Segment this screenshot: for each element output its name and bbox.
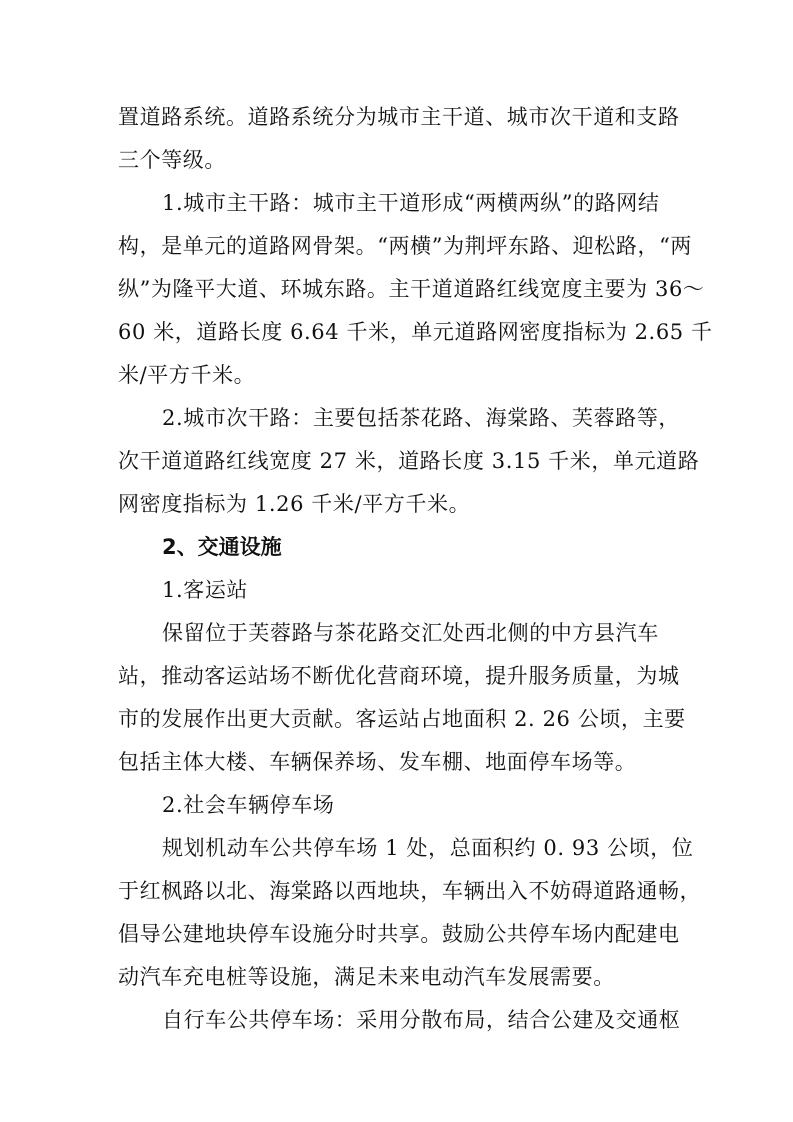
paragraph-line: 次干道道路红线宽度 27 米，道路长度 3.15 千米，单元道路 (118, 449, 700, 473)
paragraph-line: 市的发展作出更大贡献。客运站占地面积 2. 26 公顷，主要 (118, 707, 686, 731)
paragraph-line: 2.城市次干路：主要包括茶花路、海棠路、芙蓉路等， (162, 406, 681, 430)
paragraph-line: 纵”为隆平大道、环城东路。主干道道路红线宽度主要为 36～ (118, 277, 705, 301)
subsection-title: 1.客运站 (162, 578, 249, 602)
paragraph-line: 构，是单元的道路网骨架。“两横”为荆坪东路、迎松路，“两 (118, 234, 693, 258)
paragraph-line: 规划机动车公共停车场 1 处，总面积约 0. 93 公顷，位 (162, 836, 694, 860)
paragraph-line: 于红枫路以北、海棠路以西地块，车辆出入不妨碍道路通畅， (118, 879, 702, 903)
paragraph-line: 包括主体大楼、车辆保养场、发车棚、地面停车场等。 (118, 750, 637, 774)
paragraph-line: 网密度指标为 1.26 千米/平方千米。 (118, 492, 471, 516)
paragraph-line: 置道路系统。道路系统分为城市主干道、城市次干道和支路 (118, 105, 680, 129)
paragraph-line: 米/平方千米。 (118, 363, 256, 387)
paragraph-line: 倡导公建地块停车设施分时共享。鼓励公共停车场内配建电 (118, 922, 680, 946)
paragraph-line: 1.城市主干路：城市主干道形成“两横两纵”的路网结 (162, 191, 660, 215)
paragraph-line: 自行车公共停车场：采用分散布局，结合公建及交通枢 (162, 1008, 681, 1032)
subsection-title: 2.社会车辆停车场 (162, 793, 335, 817)
paragraph-line: 三个等级。 (118, 148, 226, 172)
paragraph-line: 60 米，道路长度 6.64 千米，单元道路网密度指标为 2.65 千 (118, 320, 713, 344)
paragraph-line: 站，推动客运站场不断优化营商环境，提升服务质量，为城 (118, 664, 680, 688)
paragraph-line: 保留位于芙蓉路与茶花路交汇处西北侧的中方县汽车 (162, 621, 659, 645)
section-heading: 2、交通设施 (162, 535, 282, 559)
paragraph-line: 动汽车充电桩等设施，满足未来电动汽车发展需要。 (118, 965, 615, 989)
